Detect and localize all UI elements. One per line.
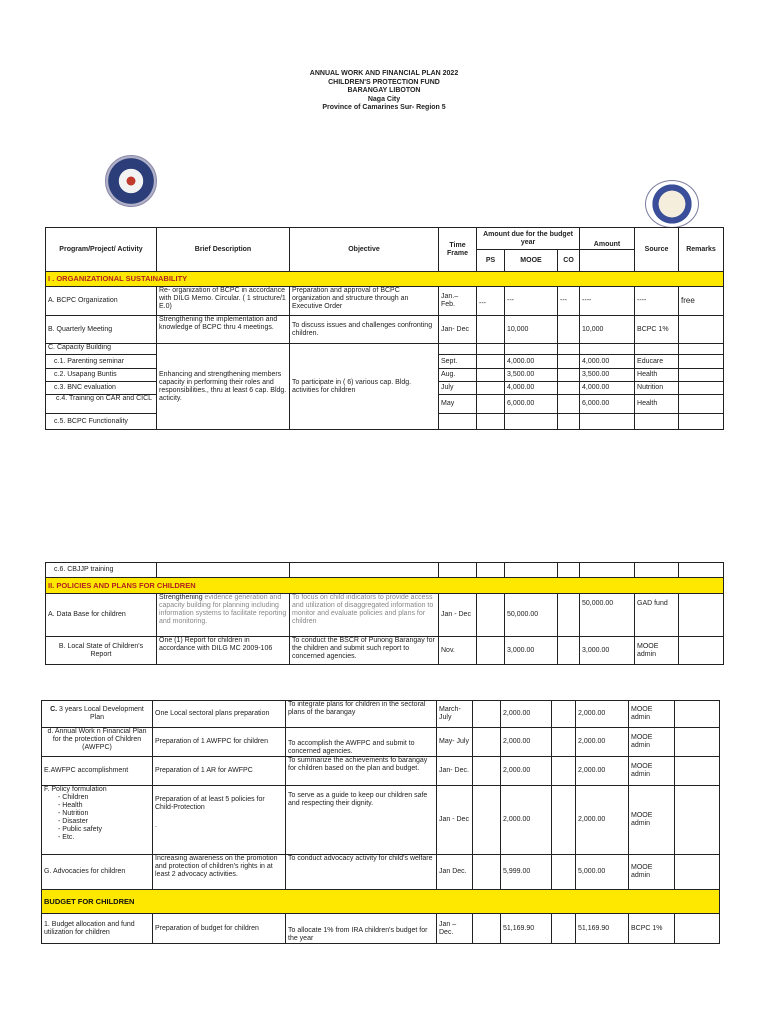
header-province: Province of Camarines Sur- Region 5 [322, 104, 446, 112]
table-row: G. Advocacies for children Increasing awareness on the promotion and protection of children's rights in at least 2 advocacy activities. To conduct advocacy activity for child's welfare Jan Dec. 5,999.00 5,000.00 MOOE admin [42, 855, 720, 890]
table-row: E.AWFPC accomplishment Preparation of 1 AR for AWFPC To summarize the achievements fo barangay for children based on the plan and budget. Jan- Dec. 2,000.00 2,000.00 MOOE admin [42, 757, 720, 786]
header-fund: CHILDREN'S PROTECTION FUND [328, 78, 440, 86]
table-row: 1. Budget allocation and fund utilization for children Preparation of budget for children To allocate 1% from IRA children's budget for the year Jan – Dec. 51,169.90 51,169.90 BCPC 1% [42, 914, 720, 944]
table-row: A. BCPC Organization Re- organization of BCPC in accordance with DILG Memo. Circular. ( 1 structure/1 E.0) Preparation and approval of BCPC organization and structure through an Executive Order Jan.– Feb. --- --- --- ---- ---- free [46, 287, 724, 316]
col-amount-due: Amount due for the budget year [477, 228, 580, 250]
table-row: B. Quarterly Meeting Strengthening the implementation and knowledge of BCPC thru 4 meetings. To discuss issues and challenges confronting children. Jan- Dec 10,000 10,000 BCPC 1% [46, 316, 724, 344]
dilg-seal-logo [105, 155, 157, 207]
plan-table-1 [45, 227, 724, 430]
plan-table-3 [41, 700, 720, 944]
table-row: A. Data Base for children Strengthening evidence generation and capacity building for planning including information systems to facilitate reporting and monitoring. To focus on child indicators to provide access and utilization of disaggregated information to monitor and evaluate policies and plans for children Jan - Dec 50,000.00 50,000.00 GAD fund [46, 594, 724, 637]
section-organizational: I . ORGANIZATIONAL SUSTAINABILITY [46, 272, 724, 287]
plan-table-2 [45, 562, 724, 665]
list-item: - Health [58, 802, 150, 810]
list-item: - Nutrition [58, 810, 150, 818]
table-row: B. Local State of Children's Report One (1) Report for children in accordance with DILG MC 2009-106 To conduct the BSCR of Punong Barangay for the children and submit such report to concerned agencies. Nov. 3,000.00 3,000.00 MOOE admin [46, 637, 724, 665]
table-row: c.6. CBJJP training [46, 563, 724, 578]
table-row: c.5. BCPC Functionality [46, 414, 724, 430]
col-objective: Objective [290, 228, 439, 272]
col-co: CO [558, 250, 580, 272]
section-policies: II. POLICIES AND PLANS FOR CHILDREN [46, 578, 724, 594]
table-row: c.2. Usapang Buntis Aug. 3,500.00 3,500.00 Health [46, 369, 724, 382]
col-brief: Brief Description [157, 228, 290, 272]
col-mooe: MOOE [505, 250, 558, 272]
section-budget: BUDGET FOR CHILDREN [42, 890, 720, 914]
col-time: Time Frame [439, 228, 477, 272]
header-city: Naga City [367, 95, 401, 103]
col-ps: PS [477, 250, 505, 272]
list-item: - Public safety [58, 826, 150, 834]
table-row: c.1. Parenting seminar Sept. 4,000.00 4,000.00 Educare [46, 355, 724, 369]
table-row: d. Annual Work n Financial Plan for the protection of Children (AWFPC) Preparation of 1 AWFPC for children To accomplish the AWFPC and submit to concerned agencies. May- July 2,000.00 2,000.00 MOOE admin [42, 728, 720, 757]
policy-list [44, 794, 150, 842]
list-item: - Children [58, 794, 150, 802]
table-row: c.4. Training on CAR and CICL May 6,000.00 6,000.00 Health [46, 395, 724, 414]
header-barangay: BARANGAY LIBOTON [347, 87, 421, 95]
document-header [0, 70, 768, 113]
list-item: - Etc. [58, 834, 150, 842]
col-source: Source [635, 228, 679, 272]
naga-city-seal-logo [645, 180, 699, 228]
table-row: c.3. BNC evaluation July 4,000.00 4,000.00 Nutrition [46, 382, 724, 395]
table-row: F. Policy formulation - Children - Health - Nutrition - Disaster - Public safety - Etc. Preparation of at least 5 policies for Child-Protection . To serve as a guide to keep our children safe and respecting their dignity. Jan - Dec 2,000.00 2,000.00 MOOE admin [42, 786, 720, 855]
col-remarks: Remarks [679, 228, 724, 272]
table-row: C. 3 years Local Development Plan One Local sectoral plans preparation To integrate plans for children in the sectoral plans of the barangay March- July 2,000.00 2,000.00 MOOE admin [42, 701, 720, 728]
header-title: ANNUAL WORK AND FINANCIAL PLAN 2022 [309, 70, 459, 77]
col-program: Program/Project/ Activity [46, 228, 157, 272]
table-row: C. Capacity Building Enhancing and strengthening members capacity in performing their roles and responsibilities., thru at least 6 cap. Bldg. acticity. To participate in ( 6) various cap. Bldg. activities for children [46, 344, 724, 355]
col-amount: Amount [580, 228, 635, 250]
list-item: - Disaster [58, 818, 150, 826]
